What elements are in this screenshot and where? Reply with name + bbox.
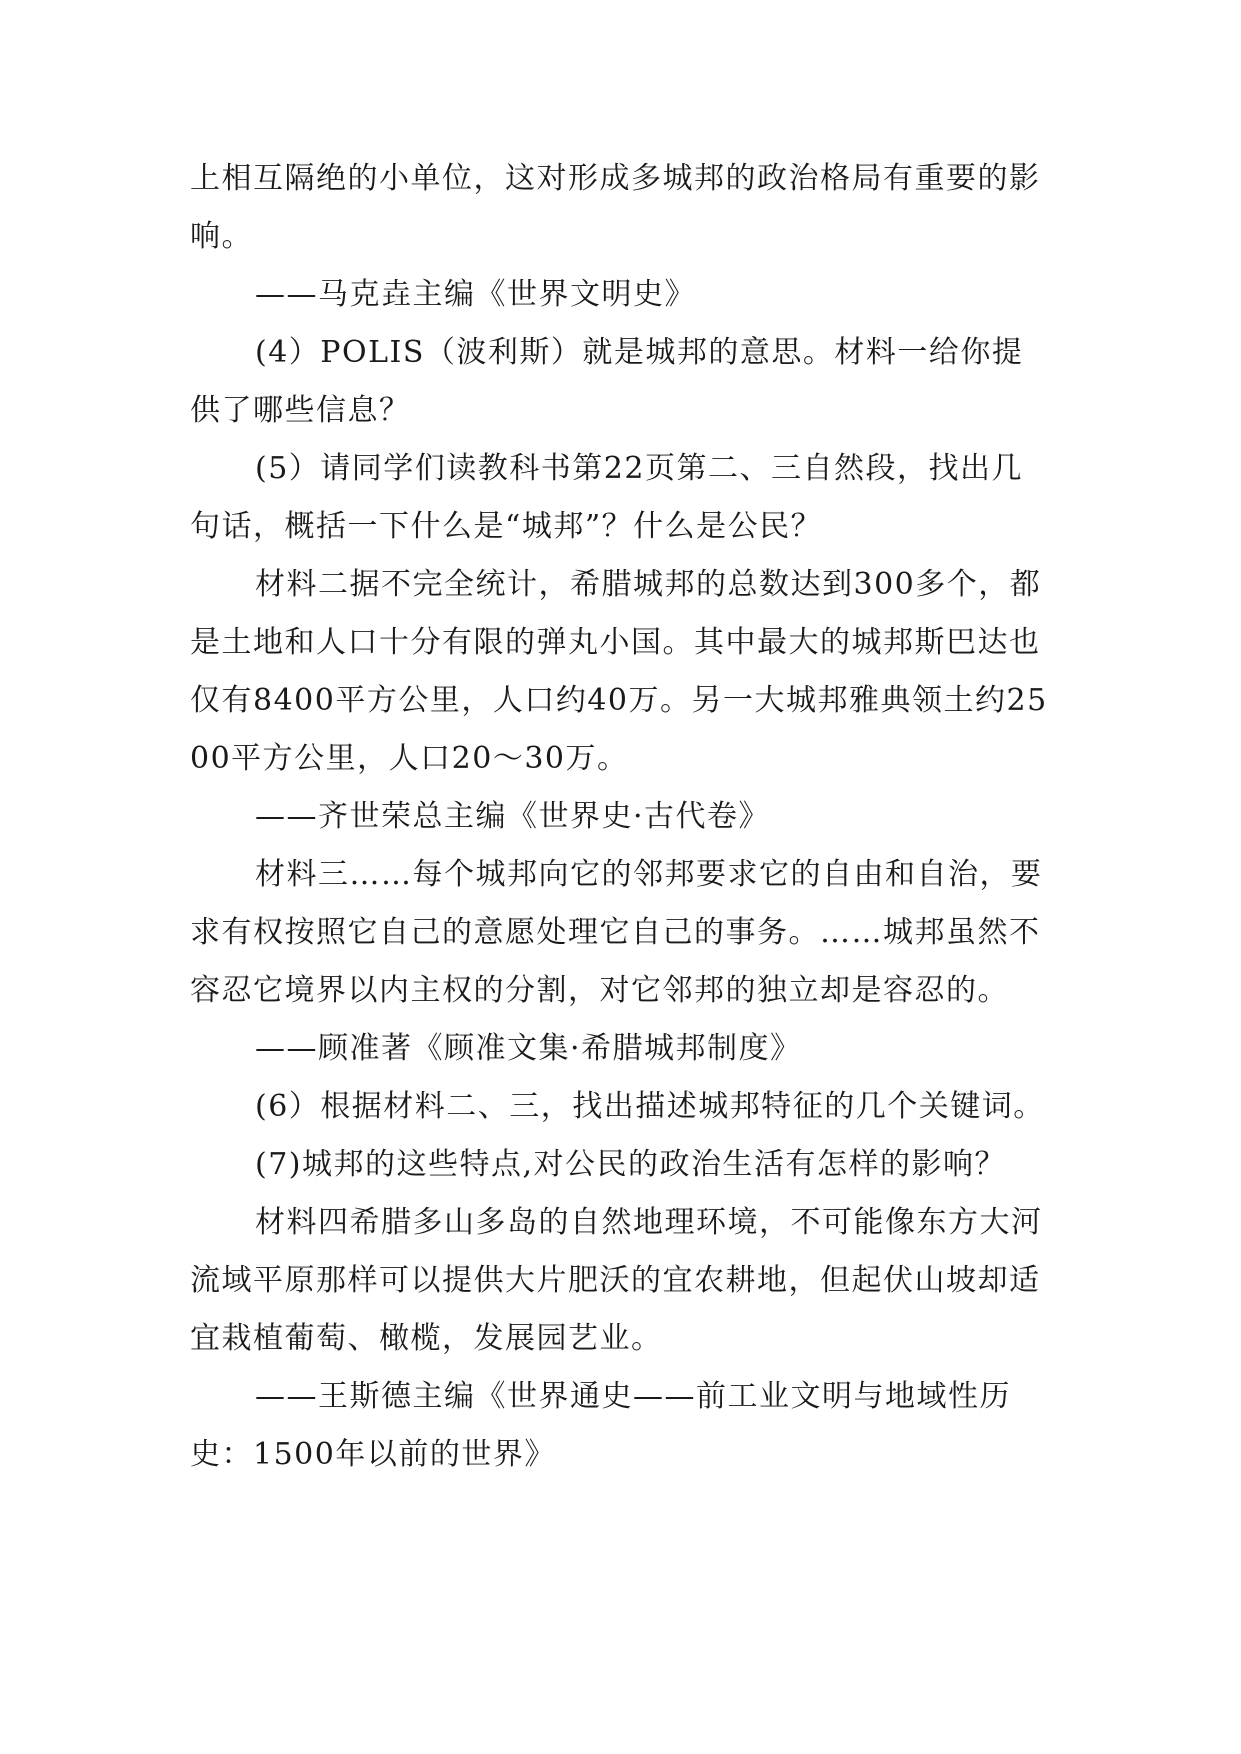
material-3: 材料三……每个城邦向它的邻邦要求它的自由和自治，要求有权按照它自己的意愿处理它自己的事务。……城邦虽然不容忍它境界以内主权的分割，对它邻邦的独立却是容忍的。 xyxy=(190,857,1043,1008)
question-6: (6）根据材料二、三，找出描述城邦特征的几个关键词。 xyxy=(255,1089,1045,1124)
citation-gu-zhun: ——顾准著《顾准文集·希腊城邦制度》 xyxy=(255,1031,802,1066)
citation-world-general-history: ——王斯德主编《世界通史——前工业文明与地域性历史：1500年以前的世界》 xyxy=(190,1379,1011,1472)
question-7: (7)城邦的这些特点,对公民的政治生活有怎样的影响？ xyxy=(255,1147,1007,1182)
document-body xyxy=(190,150,1050,1484)
material-2: 材料二据不完全统计，希腊城邦的总数达到300多个，都是土地和人口十分有限的弹丸小国。其中最大的城邦斯巴达也仅有8400平方公里，人口约40万。另一大城邦雅典领土约2500平方公里，人口20～30万。 xyxy=(190,567,1048,776)
paragraph-continuation: 上相互隔绝的小单位，这对形成多城邦的政治格局有重要的影响。 xyxy=(190,161,1041,254)
question-4: (4）POLIS（波利斯）就是城邦的意思。材料一给你提供了哪些信息？ xyxy=(190,335,1024,428)
citation-world-civilization: ——马克垚主编《世界文明史》 xyxy=(255,277,696,312)
question-5: (5）请同学们读教科书第22页第二、三自然段，找出几句话，概括一下什么是“城邦”？什么是公民？ xyxy=(190,451,1023,544)
material-4: 材料四希腊多山多岛的自然地理环境，不可能像东方大河流域平原那样可以提供大片肥沃的宜农耕地，但起伏山坡却适宜栽植葡萄、橄榄，发展园艺业。 xyxy=(190,1205,1043,1356)
citation-world-history-ancient: ——齐世荣总主编《世界史·古代卷》 xyxy=(255,799,771,834)
